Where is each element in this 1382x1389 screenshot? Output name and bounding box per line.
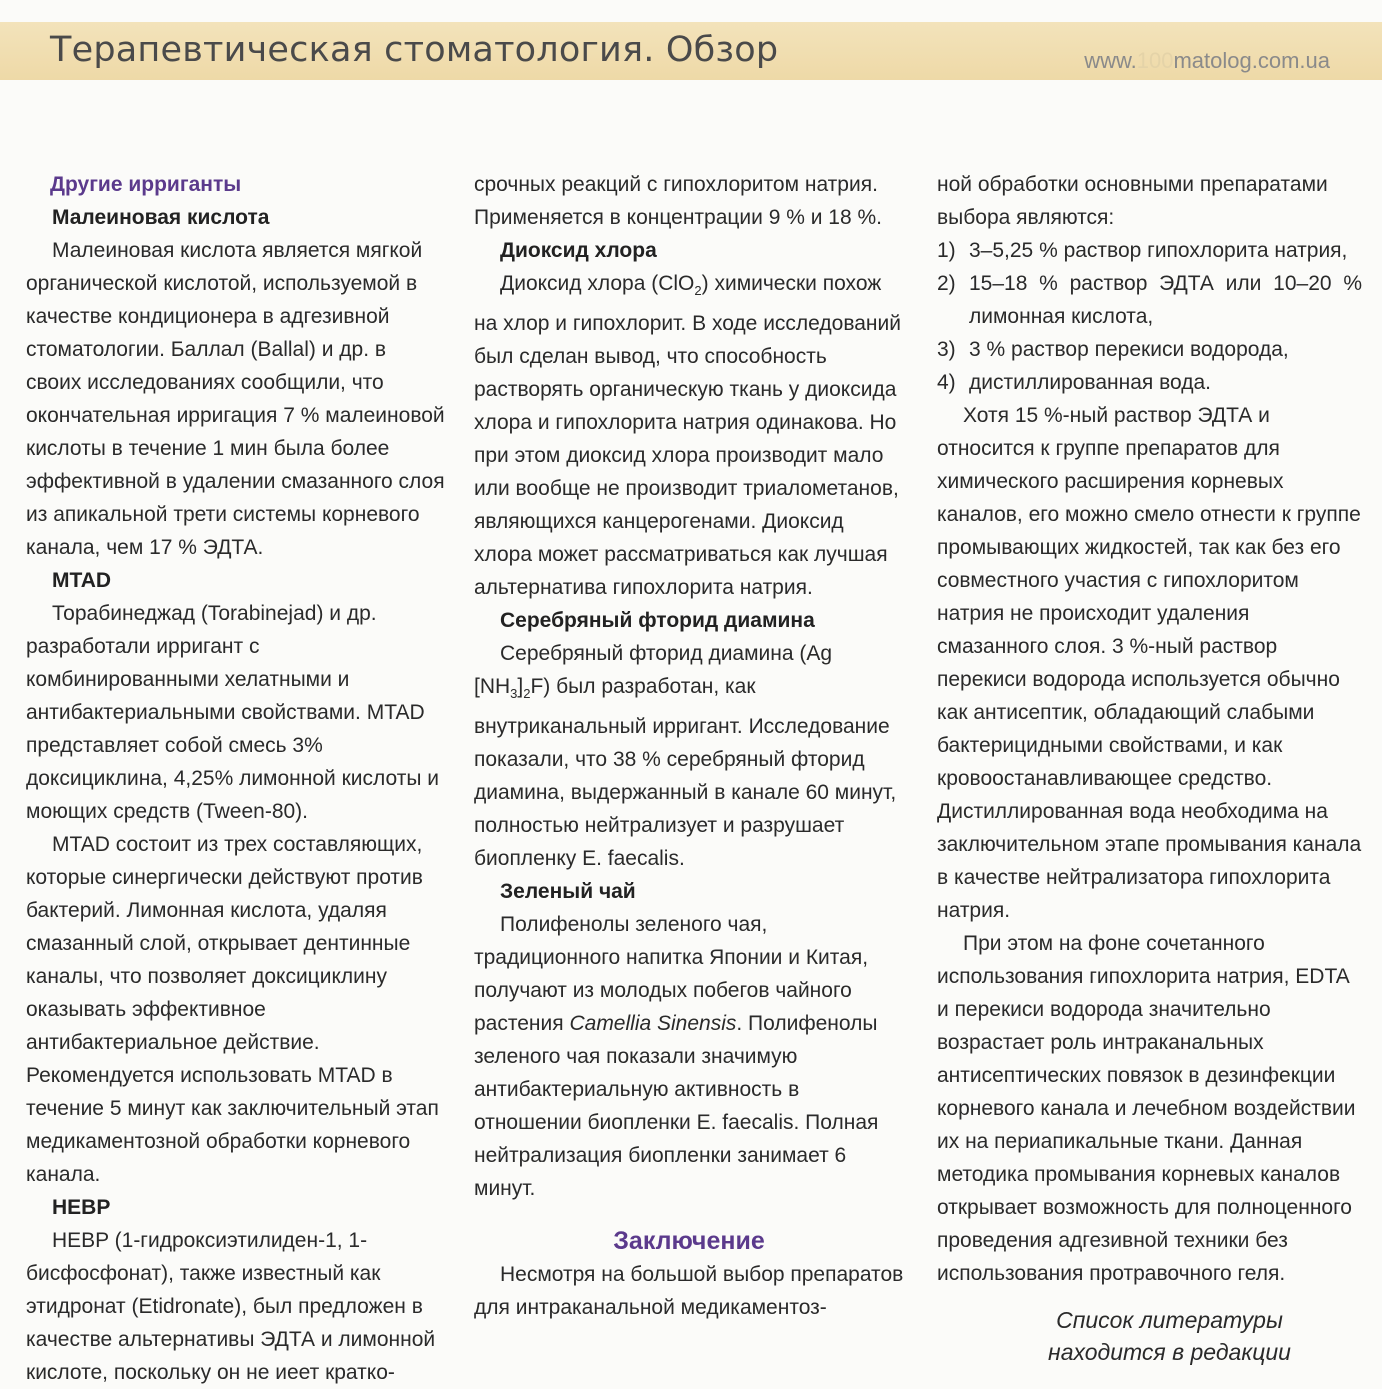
subheading-green-tea: Зеленый чай: [500, 880, 636, 904]
text-part: ]: [517, 675, 524, 699]
list-text: 3–5,25 % раствор гипохлорита натрия,: [969, 239, 1348, 262]
column-1: [26, 168, 446, 1389]
list-item: [937, 267, 1362, 333]
text-part: F) был разработан, как внутриканальный ирригант. Исследование показали, что 38 % серебряный фторид диамина, выдержанный в канале 60 минут, полностью нейтрализует и разрушает биопленку E. faecalis.: [474, 675, 897, 871]
subscript: 2: [523, 686, 531, 702]
list-text: 15–18 % раствор ЭДТА или 10–20 % лимонная кислота,: [969, 272, 1362, 328]
list-item: [937, 234, 1362, 267]
references-line-1: Список литературы: [1056, 1307, 1283, 1333]
paragraph-silver: [474, 637, 904, 875]
paragraph-mtad-1: Торабинеджад (Torabinejad) и др. разработали ирригант с комбинированными хелатными и антибактериальными свойствами. MTAD представляет собой смесь 3% доксициклина, 4,25% лимонной кислоты и моющих средств (Tween-80).: [26, 602, 440, 823]
list-item: [937, 333, 1362, 366]
list-text: 3 % раствор перекиси водорода,: [969, 338, 1289, 361]
subscript: 2: [694, 283, 702, 299]
paragraph-hebp: HEBP (1-гидроксиэтилиден-1, 1-бисфосфонат), также известный как этидронат (Etidronate), был предложен в качестве альтернативы ЭДТА и лимонной кислоте, поскольку он не иеет кратко-: [26, 1229, 436, 1384]
preparations-list: [937, 234, 1362, 399]
subheading-clo2: Диоксид хлора: [500, 239, 657, 262]
section-title-conclusion: Заключение: [613, 1227, 765, 1256]
references-note: [937, 1304, 1362, 1368]
list-number: 2): [937, 272, 956, 295]
subheading-silver: Серебряный фторид диамина: [500, 609, 815, 633]
paragraph-edta: Хотя 15 %-ный раствор ЭДТА и относится к группе препаратов для химического расширения корневых каналов, его можно смело отнести к группе промывающих жидкостей, так как без его совместного участия с гипохлоритом натрия не происходит удаления смазанного слоя. 3 %-ный раствор перекиси водорода используется обычно как антисептик, обладающий слабыми бактерицидными свойствами, и как кровоостанавливающее средство. Дистиллированная вода необходима на заключительном этапе промывания канала в качестве нейтрализатора гипохлорита натрия.: [937, 404, 1362, 922]
list-text: дистиллированная вода.: [969, 371, 1212, 394]
list-number: 1): [937, 239, 956, 262]
paragraph-combined: При этом на фоне сочетанного использования гипохлорита натрия, EDTA и перекиси водорода значительно возрастает роль интраканальных антисептических повязок в дезинфекции корневого канала и лечебном воздействии их на периапикальные ткани. Данная методика промывания корневых каналов открывает возможность для полноценного проведения адгезивной техники без использования протравочного геля.: [937, 932, 1356, 1285]
list-number: 4): [937, 371, 956, 394]
paragraph-continued: срочных реакций с гипохлоритом натрия. Применяется в концентрации 9 % и 18 %.: [474, 173, 883, 229]
text-part: Диоксид хлора (ClO: [500, 272, 695, 295]
italic-text: Camellia Sinensis: [569, 1012, 737, 1036]
subheading-maleic: Малеиновая кислота: [52, 206, 270, 229]
site-suffix: matolog.com.ua: [1173, 48, 1330, 73]
text-part: Серебряный фторид диамина (Ag [NH: [474, 642, 833, 699]
paragraph-conclusion: Несмотря на большой выбор препаратов для интраканальной медикаментоз-: [474, 1263, 904, 1320]
text-part: ) химически похож на хлор и гипохлорит. В ходе исследований был сделан вывод, что способность растворять органическую ткань у диоксида хлора и гипохлорита натрия одинакова. Но при этом диоксид хлора производит мало или вообще не производит триалометанов, являющихся канцерогенами. Диоксид хлора может рассматриваться как лучшая альтернатива гипохлорита натрия.: [474, 272, 901, 600]
paragraph-maleic: Малеиновая кислота является мягкой органической кислотой, используемой в качестве кондиционера в адгезивной стоматологии. Баллал (Ballal) и др. в своих исследованиях сообщили, что окончательная ирригация 7 % малеиновой кислоты в течение 1 мин была более эффективной в удалении смазанного слоя из апикальной трети системы корневого канала, чем 17 % ЭДТА.: [26, 239, 445, 559]
header-title: Терапевтическая стоматология. Обзор: [50, 30, 779, 70]
subheading-mtad: MTAD: [52, 569, 112, 592]
list-item: [937, 366, 1362, 399]
section-title-other-irrigants: Другие ирриганты: [50, 173, 242, 196]
column-2: [474, 168, 904, 1324]
text-part: . Полифенолы зеленого чая показали значимую антибактериальную активность в отношении биопленки E. faecalis. Полная нейтрализация биопленки занимает 6 минут.: [474, 1012, 879, 1201]
subheading-hebp: HEBP: [52, 1196, 111, 1219]
list-number: 3): [937, 338, 956, 361]
site-prefix: www.: [1084, 48, 1137, 73]
paragraph-clo2: [474, 267, 904, 604]
header-website: [1084, 48, 1330, 74]
paragraph-green-tea: [474, 908, 904, 1205]
text-part: Полифенолы зеленого чая, традиционного напитка Японии и Китая, получают из молодых побегов чайного растения: [474, 913, 869, 1036]
references-line-2: находится в редакции: [1048, 1339, 1291, 1365]
paragraph-mtad-2: MTAD состоит из трех составляющих, которые синергически действуют против бактерий. Лимонная кислота, удаляя смазанный слой, открывает дентинные каналы, что позволяет доксициклину оказывать эффективное антибактериальное действие. Рекомендуется использовать MTAD в течение 5 минут как заключительный этап медикаментозной обработки корневого канала.: [26, 833, 439, 1186]
page-header: [0, 22, 1382, 80]
column-3: [937, 168, 1362, 1368]
subscript: 3: [510, 686, 518, 702]
paragraph-continued: ной обработки основными препаратами выбора являются:: [937, 173, 1328, 229]
site-light: 100: [1136, 48, 1174, 73]
